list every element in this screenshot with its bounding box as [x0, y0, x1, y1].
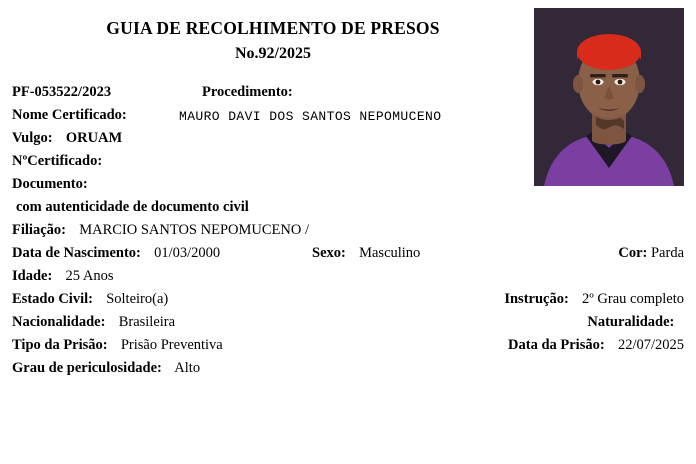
case-id: PF-053522/2023: [12, 84, 112, 100]
row-nome-certificado: [12, 104, 684, 127]
idade-label: Idade:: [12, 268, 53, 284]
data-nascimento-value: 01/03/2000: [154, 245, 221, 261]
filiacao-value: MARCIO SANTOS NEPOMUCENO /: [79, 222, 309, 238]
row-prisao: [12, 334, 684, 357]
row-autenticidade: [12, 196, 684, 219]
sexo-value: Masculino: [359, 245, 421, 261]
row-grau-periculosidade: [12, 357, 684, 380]
estado-civil-label: Estado Civil:: [12, 291, 93, 307]
naturalidade-label: Naturalidade:: [587, 314, 675, 330]
nacionalidade-value: Brasileira: [118, 314, 176, 330]
tipo-prisao-label: Tipo da Prisão:: [12, 337, 108, 353]
row-vulgo: [12, 127, 684, 150]
filiacao-label: Filiação:: [12, 222, 66, 238]
row-nascimento-sexo-cor: [12, 242, 684, 265]
documento-label: Documento:: [12, 176, 88, 192]
cor-label: Cor:: [618, 245, 648, 261]
estado-civil-value: Solteiro(a): [106, 291, 169, 307]
nacionalidade-label: Nacionalidade:: [12, 314, 106, 330]
data-prisao-label: Data da Prisão:: [508, 337, 605, 353]
data-prisao-value: 22/07/2025: [617, 337, 684, 353]
nome-certificado-label: Nome Certificado:: [12, 107, 127, 123]
tipo-prisao-value: Prisão Preventiva: [120, 337, 223, 353]
document-number: No.92/2025: [235, 45, 311, 62]
nome-certificado-value: MAURO DAVI DOS SANTOS NEPOMUCENO: [179, 109, 442, 124]
cor-value: Parda: [650, 245, 684, 261]
row-documento: [12, 173, 684, 196]
row-filiacao: [12, 219, 684, 242]
row-idade: [12, 265, 684, 288]
instrucao-value: 2º Grau completo: [582, 291, 684, 307]
vulgo-value: ORUAM: [65, 130, 123, 146]
procedimento-label: Procedimento:: [202, 84, 293, 100]
grau-periculosidade-value: Alto: [174, 360, 201, 376]
idade-value: 25 Anos: [65, 268, 114, 284]
page-title: GUIA DE RECOLHIMENTO DE PRESOS: [106, 18, 440, 38]
grau-periculosidade-label: Grau de periculosidade:: [12, 360, 162, 376]
data-nascimento-label: Data de Nascimento:: [12, 245, 141, 261]
row-estado-civil-instrucao: [12, 288, 684, 311]
row-nacionalidade-naturalidade: [12, 311, 684, 334]
sexo-label: Sexo:: [312, 245, 346, 261]
row-num-certificado: [12, 150, 684, 173]
num-certificado-label: NºCertificado:: [12, 153, 103, 169]
instrucao-label: Instrução:: [504, 291, 569, 307]
autenticidade-note: com autenticidade de documento civil: [16, 199, 249, 215]
document-body: [12, 81, 684, 380]
vulgo-label: Vulgo:: [12, 130, 53, 146]
row-procedimento: [12, 81, 684, 104]
